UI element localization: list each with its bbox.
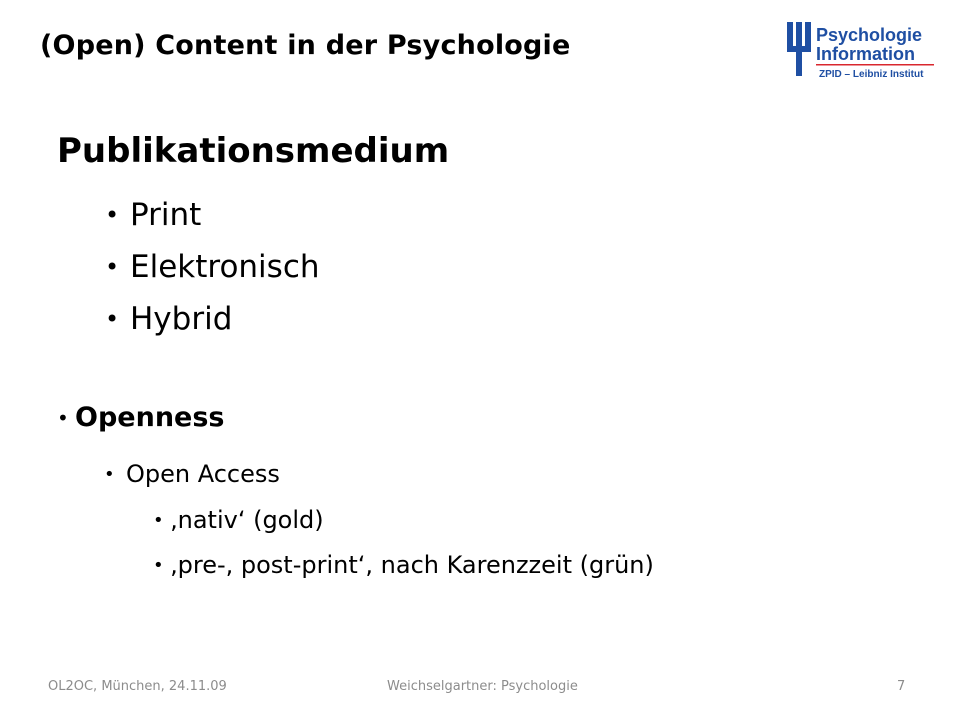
psychologie-information-logo [783, 14, 943, 84]
footer-left: OL2OC, München, 24.11.09 [48, 679, 227, 694]
logo-line1: Psychologie [816, 25, 923, 45]
bullet-icon: • [153, 510, 164, 531]
section-heading: Publikationsmedium [57, 131, 450, 171]
slide-title: (Open) Content in der Psychologie [40, 30, 571, 61]
psi-logo-icon [787, 22, 811, 76]
open-access-subitem-label: ‚nativ‘ (gold) [170, 506, 324, 534]
bullet-icon: • [57, 406, 69, 430]
open-access-label: Open Access [126, 460, 280, 488]
bullet-icon: • [105, 305, 120, 333]
media-item-label: Print [130, 197, 202, 233]
page-number: 7 [897, 679, 906, 694]
logo-line2: Information [816, 44, 915, 64]
bullet-icon: • [105, 201, 120, 229]
bullet-icon: • [105, 253, 120, 281]
open-access-subitem-label: ‚pre-, post-print‘, nach Karenzzeit (grün) [170, 551, 654, 579]
footer-center: Weichselgartner: Psychologie [387, 679, 578, 694]
bullet-icon: • [104, 464, 115, 485]
logo-underline [816, 64, 934, 66]
openness-label: Openness [75, 402, 225, 433]
logo-line3: ZPID – Leibniz Institut [819, 69, 924, 80]
bullet-icon: • [153, 555, 164, 576]
media-item-label: Hybrid [130, 301, 233, 337]
media-item-label: Elektronisch [130, 249, 320, 285]
